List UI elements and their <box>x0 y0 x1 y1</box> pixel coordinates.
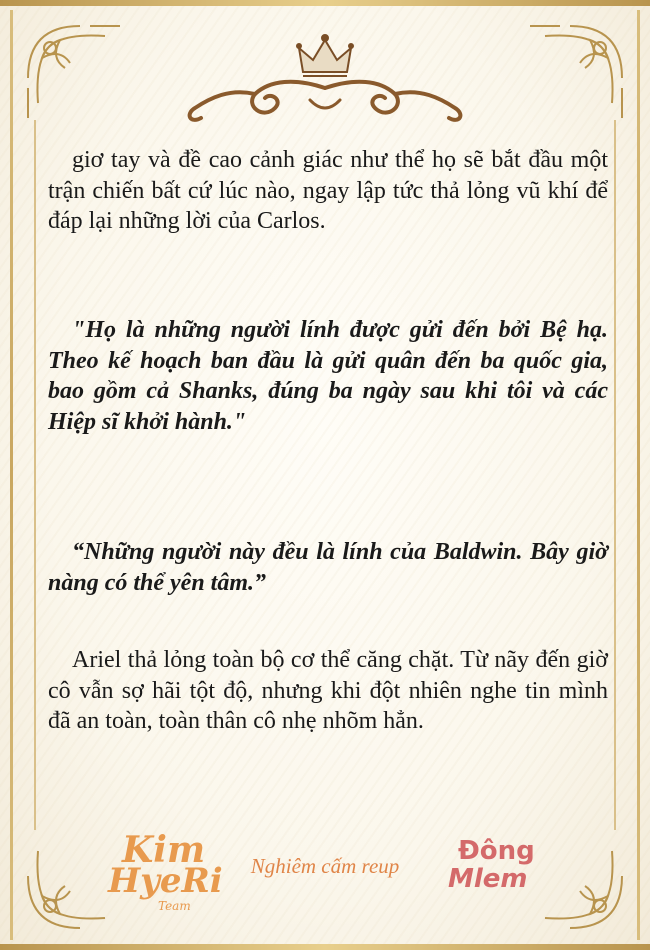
right-inner-rule <box>614 120 616 830</box>
corner-flourish-icon <box>20 18 130 128</box>
kim-hyeri-logo <box>100 829 223 930</box>
no-reupload-notice: Nghiêm cấm reup <box>250 854 400 878</box>
top-border <box>0 0 650 6</box>
paragraph-4: Ariel thả lỏng toàn bộ cơ thể căng chặt. Từ nãy đến giờ cô vẫn sợ hãi tột độ, nhưng khi đột nhiên nghe tin mình đã an toàn, toàn thân cô nhẹ nhõm hẳn. <box>48 647 608 734</box>
crown-icon <box>297 35 353 76</box>
left-border <box>10 10 13 940</box>
logo-right-line1: Đông <box>458 836 535 866</box>
left-inner-rule <box>34 120 36 830</box>
header-ornament <box>175 28 475 128</box>
logo-left-line2: HyeRi <box>108 861 223 901</box>
corner-flourish-icon <box>520 18 630 128</box>
logo-left-line1: Kim <box>122 829 206 871</box>
paragraph-1: giơ tay và đề cao cảnh giác như thể họ sẽ bắt đầu một trận chiến bất cứ lúc nào, ngay lập tức thả lỏng vũ khí để đáp lại những lời của Carlos. <box>48 147 608 234</box>
scroll-ornament-icon <box>190 82 461 120</box>
logo-left-line3: Team <box>158 899 191 913</box>
dong-mlem-logo <box>440 836 550 926</box>
paragraph-2-dialogue: "Họ là những người lính được gửi đến bởi Bệ hạ. Theo kế hoạch ban đầu là gửi quân đến ba quốc gia, bao gồm cả Shanks, đúng ba ngày sau khi tôi và các Hiệp sĩ khởi hành." <box>48 317 608 435</box>
bottom-border <box>0 944 650 950</box>
logo-right-line2: Mlem <box>448 864 528 894</box>
footer <box>0 830 650 940</box>
paragraph-3-dialogue: “Những người này đều là lính của Baldwin. Bây giờ nàng có thể yên tâm.” <box>48 539 608 596</box>
right-border <box>637 10 640 940</box>
